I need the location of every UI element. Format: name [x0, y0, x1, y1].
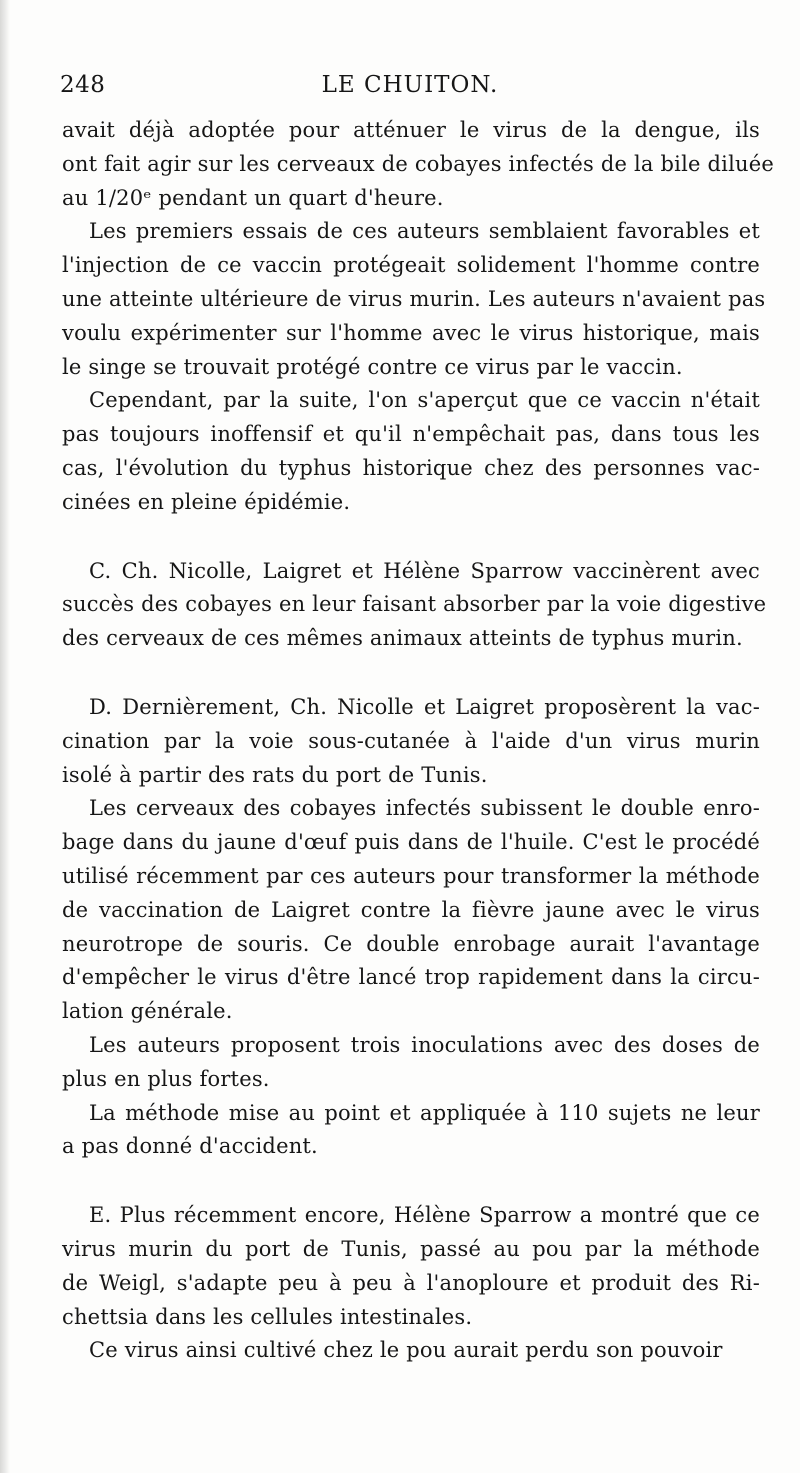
paragraph-gap [62, 520, 760, 555]
text-line: une atteinte ultérieure de virus murin. Les auteurs n'avaient pas [62, 286, 766, 311]
paragraph-gap [62, 1164, 760, 1199]
text-line: lation générale. [62, 999, 233, 1024]
text-line: D. Dernièrement, Ch. Nicolle et Laigret proposèrent la vac- [89, 694, 760, 719]
body-text [62, 114, 774, 1368]
paragraph-p10 [62, 1334, 760, 1368]
text-line: Les auteurs proposent trois inoculations avec des doses de [89, 1032, 760, 1057]
text-line: La méthode mise au point et appliquée à 110 sujets ne leur [89, 1100, 760, 1125]
text-line: ont fait agir sur les cerveaux de cobayes infectés de la bile diluée [62, 151, 774, 176]
paragraph-p2 [62, 215, 766, 384]
page-header [60, 72, 760, 106]
text-line: Ce virus ainsi cultivé chez le pou aurait perdu son pouvoir [89, 1338, 723, 1363]
text-line: a pas donné d'accident. [62, 1134, 318, 1159]
page-number: 248 [60, 72, 106, 98]
paragraph-p1 [62, 114, 774, 215]
paragraph-p4 [62, 555, 767, 656]
text-line: E. Plus récemment encore, Hélène Sparrow a montré que ce [89, 1203, 760, 1228]
text-line: l'injection de ce vaccin protégeait solidement l'homme contre [62, 253, 760, 278]
text-line: cas, l'évolution du typhus historique chez des personnes vac- [62, 455, 760, 480]
paragraph-p8 [62, 1097, 760, 1165]
text-line: utilisé récemment par ces auteurs pour transformer la méthode [62, 863, 760, 888]
paragraph-p7 [62, 1029, 760, 1097]
paragraph-p5 [62, 691, 760, 792]
running-head: LE CHUITON. [321, 72, 499, 98]
text-line: de Weigl, s'adapte peu à peu à l'anoploure et produit des Ri- [62, 1270, 760, 1295]
text-line: de vaccination de Laigret contre la fièvre jaune avec le virus [62, 897, 760, 922]
text-line: au 1/20ᵉ pendant un quart d'heure. [62, 185, 444, 210]
paragraph-p6 [62, 792, 760, 1029]
text-line: Cependant, par la suite, l'on s'aperçut que ce vaccin n'était [89, 388, 760, 413]
text-line: le singe se trouvait protégé contre ce virus par le vaccin. [62, 354, 683, 379]
text-line: Les cerveaux des cobayes infectés subissent le double enro- [89, 796, 760, 821]
paragraph-p9 [62, 1199, 760, 1334]
text-line: cinées en pleine épidémie. [62, 489, 351, 514]
text-line: des cerveaux de ces mêmes animaux atteints de typhus murin. [62, 626, 743, 651]
paragraph-gap [62, 656, 760, 691]
text-line: chettsia dans les cellules intestinales. [62, 1304, 473, 1329]
text-line: voulu expérimenter sur l'homme avec le virus historique, mais [62, 320, 760, 345]
text-line: avait déjà adoptée pour atténuer le virus de la dengue, ils [62, 118, 760, 142]
text-line: d'empêcher le virus d'être lancé trop rapidement dans la circu- [62, 965, 760, 990]
paragraph-p3 [62, 384, 760, 519]
text-line: pas toujours inoffensif et qu'il n'empêchait pas, dans tous les [62, 422, 760, 447]
text-line: isolé à partir des rats du port de Tunis. [62, 762, 488, 787]
text-line: bage dans du jaune d'œuf puis dans de l'huile. C'est le procédé [62, 830, 760, 855]
text-line: succès des cobayes en leur faisant absorber par la voie digestive [62, 592, 767, 617]
text-line: neurotrope de souris. Ce double enrobage aurait l'avantage [62, 931, 760, 956]
text-line: cination par la voie sous-cutanée à l'aide d'un virus murin [62, 728, 760, 753]
page-gutter-shadow [0, 0, 10, 1473]
text-line: plus en plus fortes. [62, 1066, 270, 1091]
text-line: C. Ch. Nicolle, Laigret et Hélène Sparrow vaccinèrent avec [89, 558, 760, 583]
text-line: virus murin du port de Tunis, passé au pou par la méthode [62, 1236, 760, 1261]
text-line: Les premiers essais de ces auteurs semblaient favorables et [89, 219, 760, 244]
